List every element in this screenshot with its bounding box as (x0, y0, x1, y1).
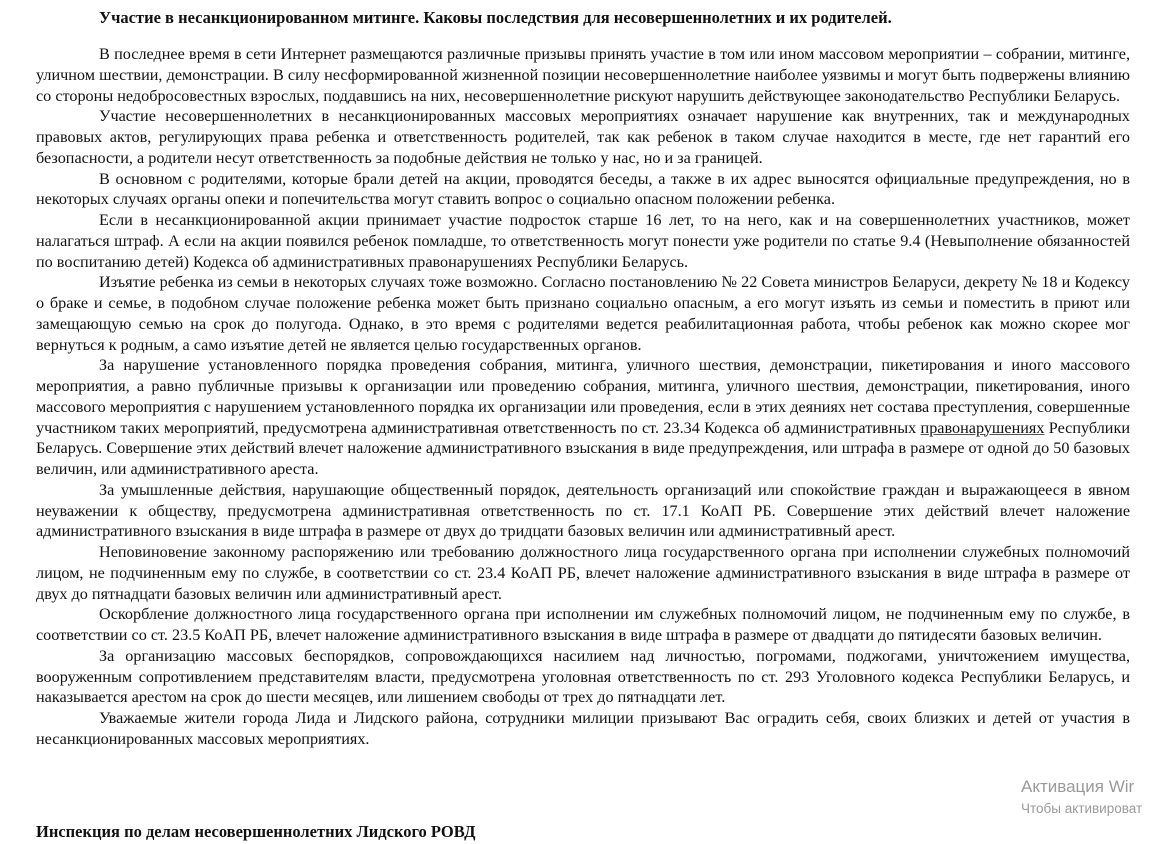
paragraph: В последнее время в сети Интернет размещаются различные призывы принять участие в том или ином массовом мероприятии – собрании, митинге, уличном шествии, демонстрации. В силу несформированной жизненной позиции несовершеннолетние наиболее уязвимы и могут быть подвержены влиянию со стороны недобросовестных взрослых, поддавшись на них, несовершеннолетние рискуют нарушить действующее законодательство Республики Беларусь. (36, 45, 1130, 105)
paragraph: За умышленные действия, нарушающие общественный порядок, деятельность организаций или спокойствие граждан и выражающееся в явном неуважении к обществу, предусмотрена административная ответственность по ст. 17.1 КоАП РБ. Совершение этих действий влечет наложение административного взыскания в виде штрафа в размере от двух до тридцати базовых величин или административный арест. (36, 480, 1130, 541)
watermark-subtitle: Чтобы активироват (1021, 801, 1143, 816)
paragraph: Если в несанкционированной акции принимает участие подросток старше 16 лет, то на него, как и на совершеннолетних участников, может налагаться штраф. А если на акции появился ребенок помладше, то ответственность могут понести уже родители по статье 9.4 (Невыполнение обязанностей по воспитанию детей) Кодекса об административных правонарушениях Республики Беларусь. (36, 211, 1130, 271)
document-title: Участие в несанкционированном митинге. Каковы последствия для несовершеннолетних и их родителей. (99, 8, 892, 27)
underlined-term: правонарушениях (920, 418, 1045, 437)
paragraph: За организацию массовых беспорядков, сопровождающихся насилием над личностью, погромами, поджогами, уничтожением имущества, вооруженным сопротивлением представителям власти, предусмотрена уголовная ответственность по ст. 293 Уголовного кодекса Республики Беларусь, и наказывается арестом на срок до шести месяцев, или лишением свободы от трех до пятнадцати лет. (36, 646, 1130, 707)
paragraph: В основном с родителями, которые брали детей на акции, проводятся беседы, а также в их адрес выносятся официальные предупреждения, но в некоторых случаях органы опеки и попечительства могут ставить вопрос о социально опасном положении ребенка. (36, 169, 1130, 209)
paragraph-text: Республики Беларусь. Совершение этих действий влечет наложение административного взыскания в виде предупреждения, или штрафа в размере от одной до 50 базовых величин, или административного ареста. (36, 418, 1130, 478)
document-signature: Инспекция по делам несовершеннолетних Лидского РОВД (36, 822, 476, 841)
paragraph (36, 355, 1130, 480)
paragraph: Неповиновение законному распоряжению или требованию должностного лица государственного органа при исполнении служебных полномочий лицом, не подчиненным ему по службе, в соответствии со ст. 23.4 КоАП РБ, влечет наложение административного взыскания в виде штрафа в размере от двух до пятнадцати базовых величин или административный арест. (36, 543, 1130, 603)
paragraph: Изъятие ребенка из семьи в некоторых случаях тоже возможно. Согласно постановлению № 22 Совета министров Беларуси, декрету № 18 и Кодексу о браке и семье, в подобном случае положение ребенка может быть признано социально опасным, а его могут изъять из семьи и поместить в приют или замещающую семью на срок до полугода. Однако, в это время с родителями ведется реабилитационная работа, чтобы ребенок как можно скорее мог вернуться к родным, а само изъятие детей не является целью государственных органов. (36, 273, 1130, 354)
document-body (36, 44, 1130, 750)
paragraph: Уважаемые жители города Лида и Лидского района, сотрудники милиции призывают Вас оградить себя, своих близких и детей от участия в несанкционированных массовых мероприятиях. (36, 709, 1130, 748)
document-page (36, 7, 1130, 750)
paragraph: Оскорбление должностного лица государственного органа при исполнении им служебных полномочий лицом, не подчиненным ему по службе, в соответствии со ст. 23.5 КоАП РБ, влечет наложение административного взыскания в виде штрафа в размере от двадцати до пятидесяти базовых величин. (36, 605, 1130, 644)
paragraph: Участие несовершеннолетних в несанкционированных массовых мероприятиях означает нарушение как внутренних, так и международных правовых актов, регулирующих права ребенка и ответственность родителей, так как ребенок в таком случае находится в месте, где нет гарантий его безопасности, а родители несут ответственность за подобные действия не только у нас, но и за границей. (36, 107, 1130, 167)
activation-watermark (1021, 776, 1142, 818)
watermark-title: Активация Wir (1021, 777, 1135, 796)
paragraph-text: За нарушение установленного порядка проведения собрания, митинга, уличного шествия, демонстрации, пикетирования и иного массового мероприятия, а равно публичные призывы к организации или проведению собрания, митинга, уличного шествия, демонстрации, пикетирования, иного массового мероприятия с нарушением установленного порядка их организации или проведения, если в этих деяниях нет состава преступления, совершенные участником таких мероприятий, предусмотрена административная ответственность по ст. 23.34 Кодекса об административных (36, 356, 1130, 437)
